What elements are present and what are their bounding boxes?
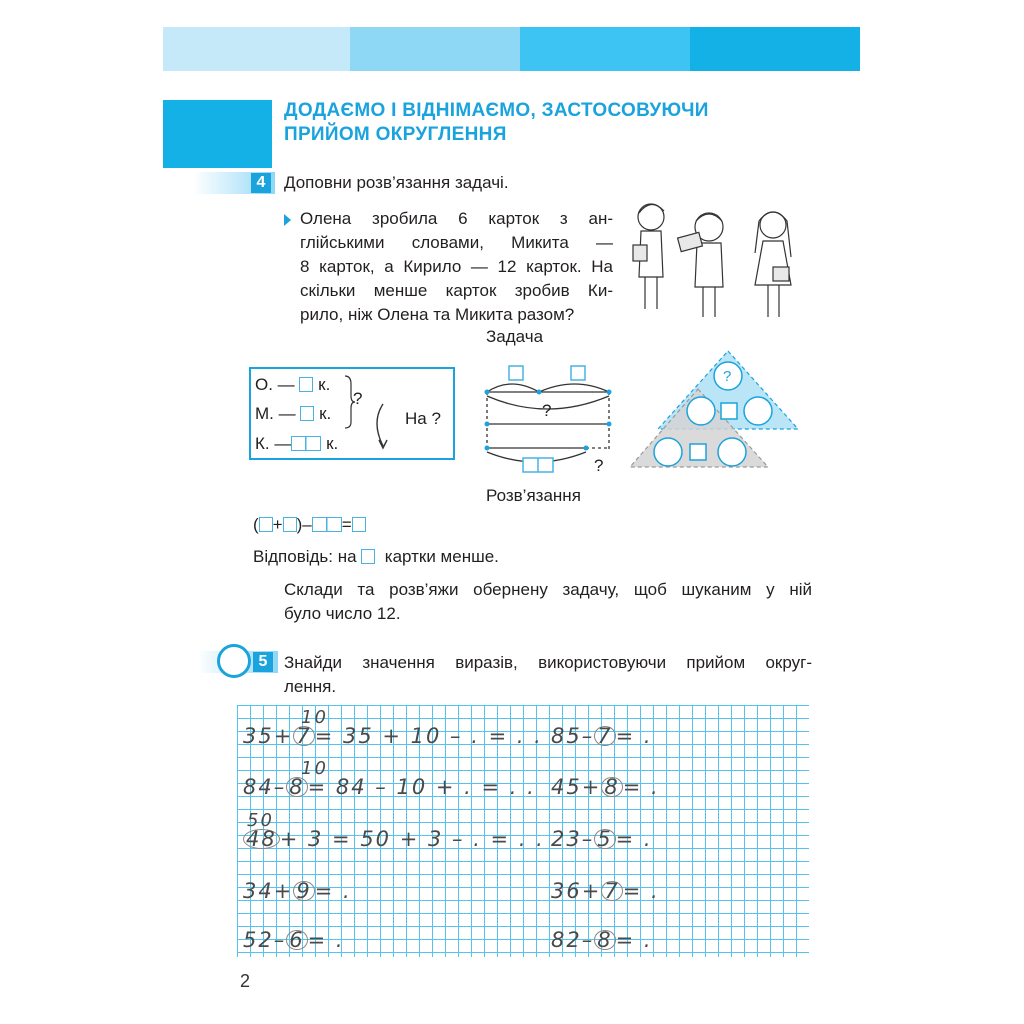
page-title: ДОДАЄМО І ВІДНІМАЄМО, ЗАСТОСОВУЮЧИ ПРИЙОМ ОКРУГЛЕННЯ xyxy=(284,100,709,145)
expression-row: 82– 8 = . xyxy=(551,928,653,952)
segment-question: ? xyxy=(542,401,552,420)
expression-row: 34+ 9 = . xyxy=(243,879,352,903)
expression-row: 48 + 3 = 50 + 3 – . = . . xyxy=(243,827,545,851)
page-number: 2 xyxy=(240,971,251,991)
solution-equation: ( + )– = xyxy=(253,513,366,537)
short-line-m: М. — к. xyxy=(255,404,332,423)
task-5-instruction: Знайди значення виразів, використовуючи прийом округ- лення. xyxy=(284,653,812,696)
answer-box-double[interactable] xyxy=(312,517,342,532)
circled-digit: 8 xyxy=(601,777,622,797)
oral-task-circle-icon xyxy=(217,644,251,678)
expression-row: 84– 8 = 84 – 10 + . = . . xyxy=(243,775,536,799)
rounding-hint: 10 xyxy=(301,707,328,728)
reverse-task: Склади та розв’яжи обернену задачу, щоб шуканим у ній було число 12. xyxy=(284,580,812,623)
top-color-bar xyxy=(163,27,860,71)
workbook-page xyxy=(163,27,860,995)
solution-label: Розв’язання xyxy=(486,486,581,505)
circled-digit: 8 xyxy=(286,777,307,797)
triangle-question: ? xyxy=(723,368,732,385)
brace-question: ? xyxy=(353,389,363,408)
children-illustration xyxy=(623,187,818,317)
circled-digit: 7 xyxy=(601,881,622,901)
rounding-hint: 10 xyxy=(301,758,328,779)
answer-box-double[interactable] xyxy=(291,436,321,451)
task-5-number: 5 xyxy=(253,652,273,672)
answer-box[interactable] xyxy=(300,406,314,421)
answer-line: Відповідь: на картки менше. xyxy=(253,547,499,566)
short-line-k: К. — к. xyxy=(255,434,339,453)
expression-row: 85– 7 = . xyxy=(551,724,653,748)
circled-digit: 48 xyxy=(243,829,280,849)
circled-digit: 7 xyxy=(293,726,314,746)
task-4-instruction: Доповни розв’язання задачі. xyxy=(284,173,509,192)
circled-digit: 9 xyxy=(293,881,314,901)
expression-row: 23– 5 = . xyxy=(551,827,653,851)
problem-label: Задача xyxy=(486,327,544,346)
expression-row: 36+ 7 = . xyxy=(551,879,660,903)
answer-box[interactable] xyxy=(299,377,313,392)
circled-digit: 8 xyxy=(594,930,615,950)
rounding-hint: 50 xyxy=(247,810,274,831)
circled-digit: 6 xyxy=(286,930,307,950)
bullet-arrow-icon xyxy=(284,214,291,226)
brace-and-arrow xyxy=(343,374,403,459)
expression-row: 35+ 7 = 35 + 10 – . = . . xyxy=(243,724,543,748)
circled-digit: 5 xyxy=(594,829,615,849)
short-line-o: О. — к. xyxy=(255,375,331,394)
task-4-problem: Олена зробила 6 карток з ан- глійськими словами, Микита — 8 карток, а Кирило — 12 карток. На скільки менше карток зробив Ки- рило, ніж Олена та Микита разом? xyxy=(300,209,613,324)
answer-box[interactable] xyxy=(259,517,273,532)
triangle-diagram xyxy=(628,349,803,471)
circled-digit: 7 xyxy=(594,726,615,746)
answer-box[interactable] xyxy=(361,549,375,564)
difference-label: На ? xyxy=(405,409,441,428)
answer-box[interactable] xyxy=(352,517,366,532)
answer-box[interactable] xyxy=(283,517,297,532)
header-accent-block xyxy=(163,100,272,168)
expression-row: 45+ 8 = . xyxy=(551,775,660,799)
task-4-number: 4 xyxy=(251,173,271,193)
expression-row: 52– 6 = . xyxy=(243,928,345,952)
segment-question-2: ? xyxy=(594,456,604,475)
